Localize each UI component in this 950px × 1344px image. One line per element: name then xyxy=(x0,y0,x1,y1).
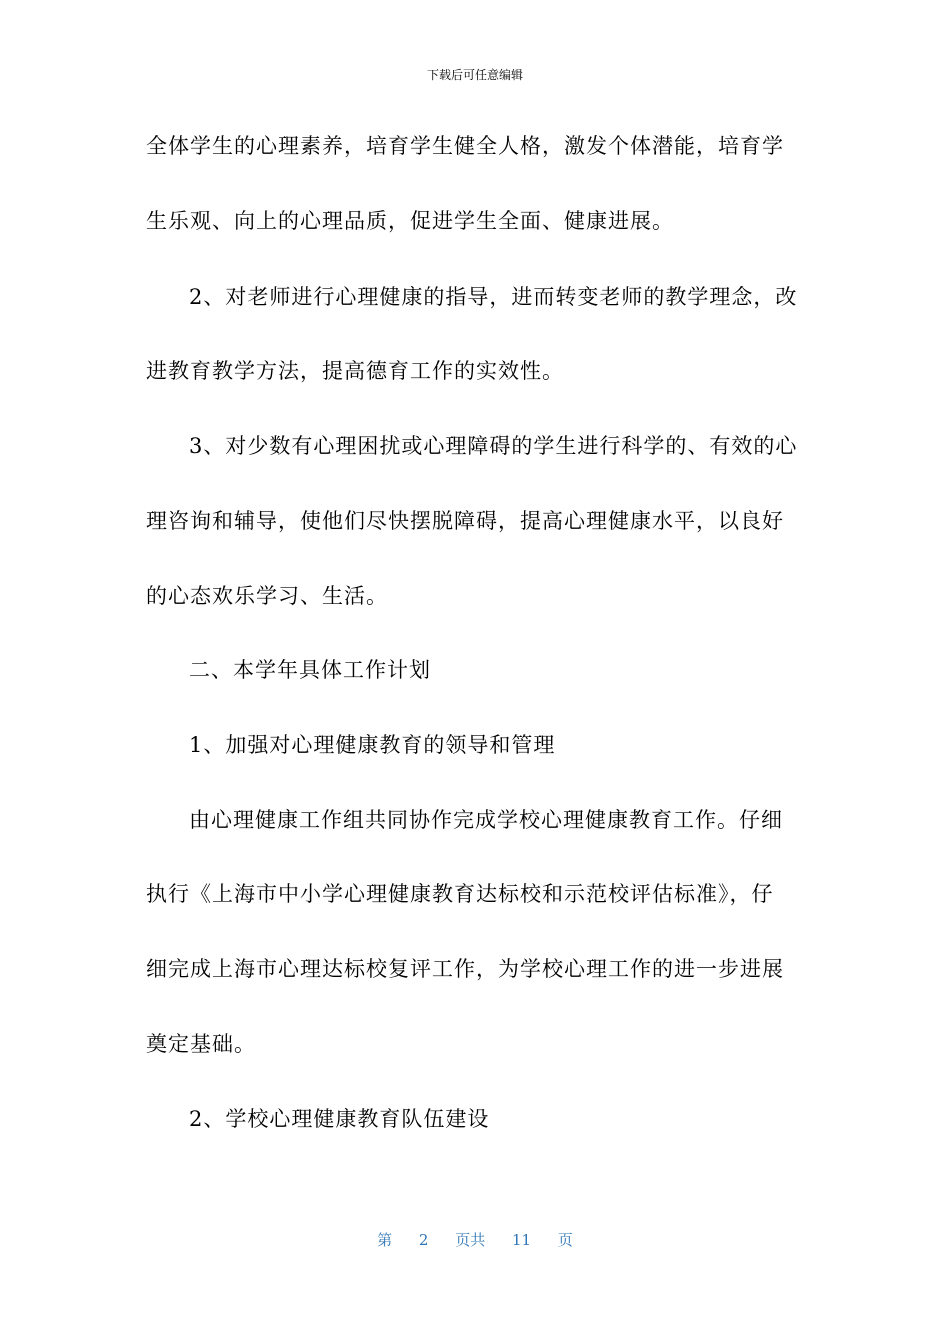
footer-mid: 页共 xyxy=(455,1231,486,1249)
footer-total-pages: 11 xyxy=(512,1231,532,1249)
page-header: 下载后可任意编辑 xyxy=(426,68,523,82)
paragraph-line: 执行《上海市中小学心理健康教育达标校和示范校评估标准》，仔 xyxy=(146,882,774,906)
paragraph-line: 3、对少数有心理困扰或心理障碍的学生进行科学的、有效的心 xyxy=(189,434,798,458)
paragraph-line: 全体学生的心理素养，培育学生健全人格，激发个体潜能，培育学 xyxy=(146,134,784,158)
paragraph-line: 进教育教学方法，提高德育工作的实效性。 xyxy=(146,359,564,383)
paragraph-line: 2、对老师进行心理健康的指导，进而转变老师的教学理念，改 xyxy=(189,285,798,309)
paragraph-line: 的心态欢乐学习、生活。 xyxy=(146,584,388,608)
section-heading: 二、本学年具体工作计划 xyxy=(189,658,431,682)
subsection-heading: 2、学校心理健康教育队伍建设 xyxy=(189,1107,490,1131)
page-footer xyxy=(0,1229,950,1250)
footer-suffix: 页 xyxy=(557,1231,573,1249)
paragraph-line: 细完成上海市心理达标校复评工作，为学校心理工作的进一步进展 xyxy=(146,957,784,981)
paragraph-line: 理咨询和辅导，使他们尽快摆脱障碍，提高心理健康水平，以良好 xyxy=(146,509,784,533)
paragraph-line: 生乐观、向上的心理品质，促进学生全面、健康进展。 xyxy=(146,209,674,233)
paragraph-line: 由心理健康工作组共同协作完成学校心理健康教育工作。仔细 xyxy=(189,808,783,832)
footer-page-number: 2 xyxy=(418,1231,429,1249)
paragraph-line: 奠定基础。 xyxy=(146,1032,256,1056)
subsection-heading: 1、加强对心理健康教育的领导和管理 xyxy=(189,733,556,757)
footer-prefix: 第 xyxy=(377,1231,393,1249)
